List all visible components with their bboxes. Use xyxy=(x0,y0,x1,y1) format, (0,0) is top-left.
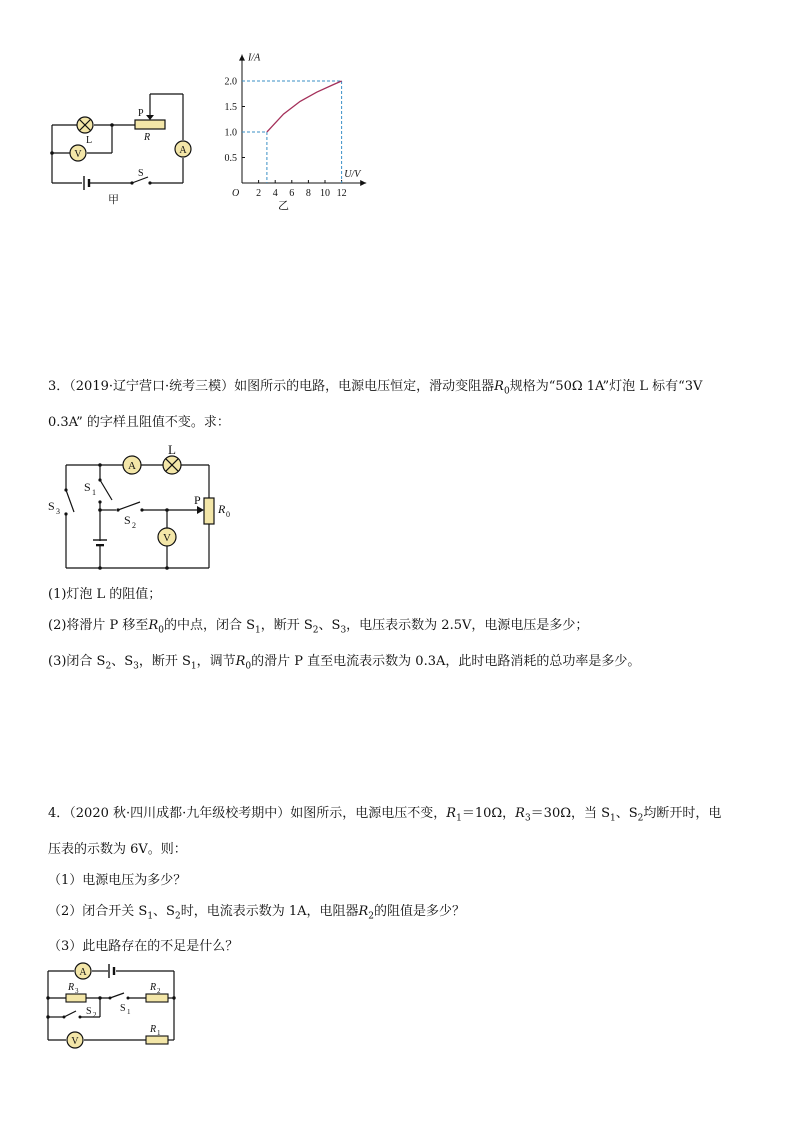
svg-text:S: S xyxy=(138,168,144,179)
svg-text:P: P xyxy=(138,108,144,119)
figure-circuit-jia xyxy=(40,80,200,215)
svg-text:S: S xyxy=(120,1003,126,1014)
svg-text:1: 1 xyxy=(157,1029,161,1037)
q4-sub-1: （1）电源电压为多少？ xyxy=(48,872,187,888)
figure-circuit-q4 xyxy=(40,960,190,1052)
svg-text:V: V xyxy=(74,149,82,160)
svg-text:S: S xyxy=(124,513,131,527)
svg-text:A: A xyxy=(128,460,136,472)
x-tick-label: 6 xyxy=(289,188,295,199)
x-tick-label: 10 xyxy=(320,188,330,199)
svg-text:S: S xyxy=(84,480,91,494)
svg-text:S: S xyxy=(48,499,55,513)
svg-text:R: R xyxy=(68,982,75,993)
iu-graph xyxy=(222,45,402,210)
question-3-subquestions xyxy=(48,586,748,675)
x-tick-label: 8 xyxy=(305,188,311,199)
svg-text:甲: 甲 xyxy=(108,194,119,206)
svg-text:2: 2 xyxy=(132,521,136,530)
question-3-stem: 3．（2019·辽宁营口·统考三模）如图所示的电路，电源电压恒定，滑动变阻器$R_0$规格为“50Ω 1A”灯泡 L 标有“3V 0.3A” 的字样且阻值不变。求： xyxy=(48,379,703,430)
q3-sub-3: (3)闭合 $S_2$、$S_3$，断开 $S_1$，调节$R_0$的滑片 P 直至电流表示数为 0.3A，此时电路消耗的总功率是多少。 xyxy=(48,653,641,672)
series-line xyxy=(267,81,342,132)
svg-text:3: 3 xyxy=(75,987,79,995)
x-tick-label: 12 xyxy=(336,188,347,199)
svg-text:R: R xyxy=(144,132,151,143)
svg-text:L: L xyxy=(86,135,93,146)
figure-circuit-q3 xyxy=(44,440,244,575)
svg-text:R: R xyxy=(218,502,226,516)
svg-text:V: V xyxy=(71,1036,79,1047)
svg-text:P: P xyxy=(194,493,201,507)
q4-sub-2: （2）闭合开关 $S_1$、$S_2$时，电流表示数为 1A，电阻器$R_2$的阻值是多少？ xyxy=(48,903,466,922)
graph-caption: 乙 xyxy=(278,200,289,210)
svg-text:2: 2 xyxy=(157,987,161,995)
origin-label: O xyxy=(232,188,240,199)
q4-stem: 4．（2020 秋·四川成都·九年级校考期中）如图所示，电源电压不变，$R_1=10\Omega$，$R_3=30\Omega$，当 $S_1$、$S_2$均断开时，电 xyxy=(48,806,722,824)
svg-text:L: L xyxy=(168,442,176,457)
y-tick-label: 1.5 xyxy=(224,102,237,113)
svg-text:V: V xyxy=(163,532,171,544)
svg-text:R: R xyxy=(150,982,157,993)
svg-text:1: 1 xyxy=(92,488,96,497)
x-tick-label: 2 xyxy=(256,188,262,199)
y-axis-arrow xyxy=(239,55,245,61)
q4-sub-3: （3）此电路存在的不足是什么？ xyxy=(48,939,239,955)
x-tick-label: 4 xyxy=(272,188,278,199)
svg-text:1: 1 xyxy=(127,1008,131,1016)
y-axis-label: I/A xyxy=(248,52,261,64)
y-tick-label: 2.0 xyxy=(224,76,237,88)
svg-text:2: 2 xyxy=(93,1011,97,1019)
x-axis-arrow xyxy=(360,180,366,186)
svg-text:A: A xyxy=(79,967,87,978)
svg-text:S: S xyxy=(86,1006,92,1017)
q3-sub-1: (1)灯泡 L 的阻值； xyxy=(48,587,162,602)
question-4: 4．（2020 秋·四川成都·九年级校考期中）如图所示，电源电压不变，$R_1=10\Omega$，$R_3=30\Omega$，当 $S_1$、$S_2$均断开时，电 压表的示数为 6V。则： （1）电源电压为多少？ （2）闭合开关 $S_1$、$S_2$时，电流表示数为 1A，电阻器$R_2$的阻值是多少？ （3）此电路存在的不足是什么？ xyxy=(48,805,758,956)
y-tick-label: 1.0 xyxy=(224,127,237,139)
x-axis-label: U/V xyxy=(344,169,361,180)
q3-sub-2: (2)将滑片 P 移至$R_0$的中点，闭合 $S_1$，断开 $S_2$、$S_3$，电压表示数为 2.5V，电源电压是多少； xyxy=(48,618,589,636)
svg-text:3: 3 xyxy=(56,507,60,516)
svg-text:A: A xyxy=(179,145,187,156)
svg-text:0: 0 xyxy=(226,510,230,519)
y-tick-label: 0.5 xyxy=(224,153,237,164)
svg-text:R: R xyxy=(150,1024,157,1035)
